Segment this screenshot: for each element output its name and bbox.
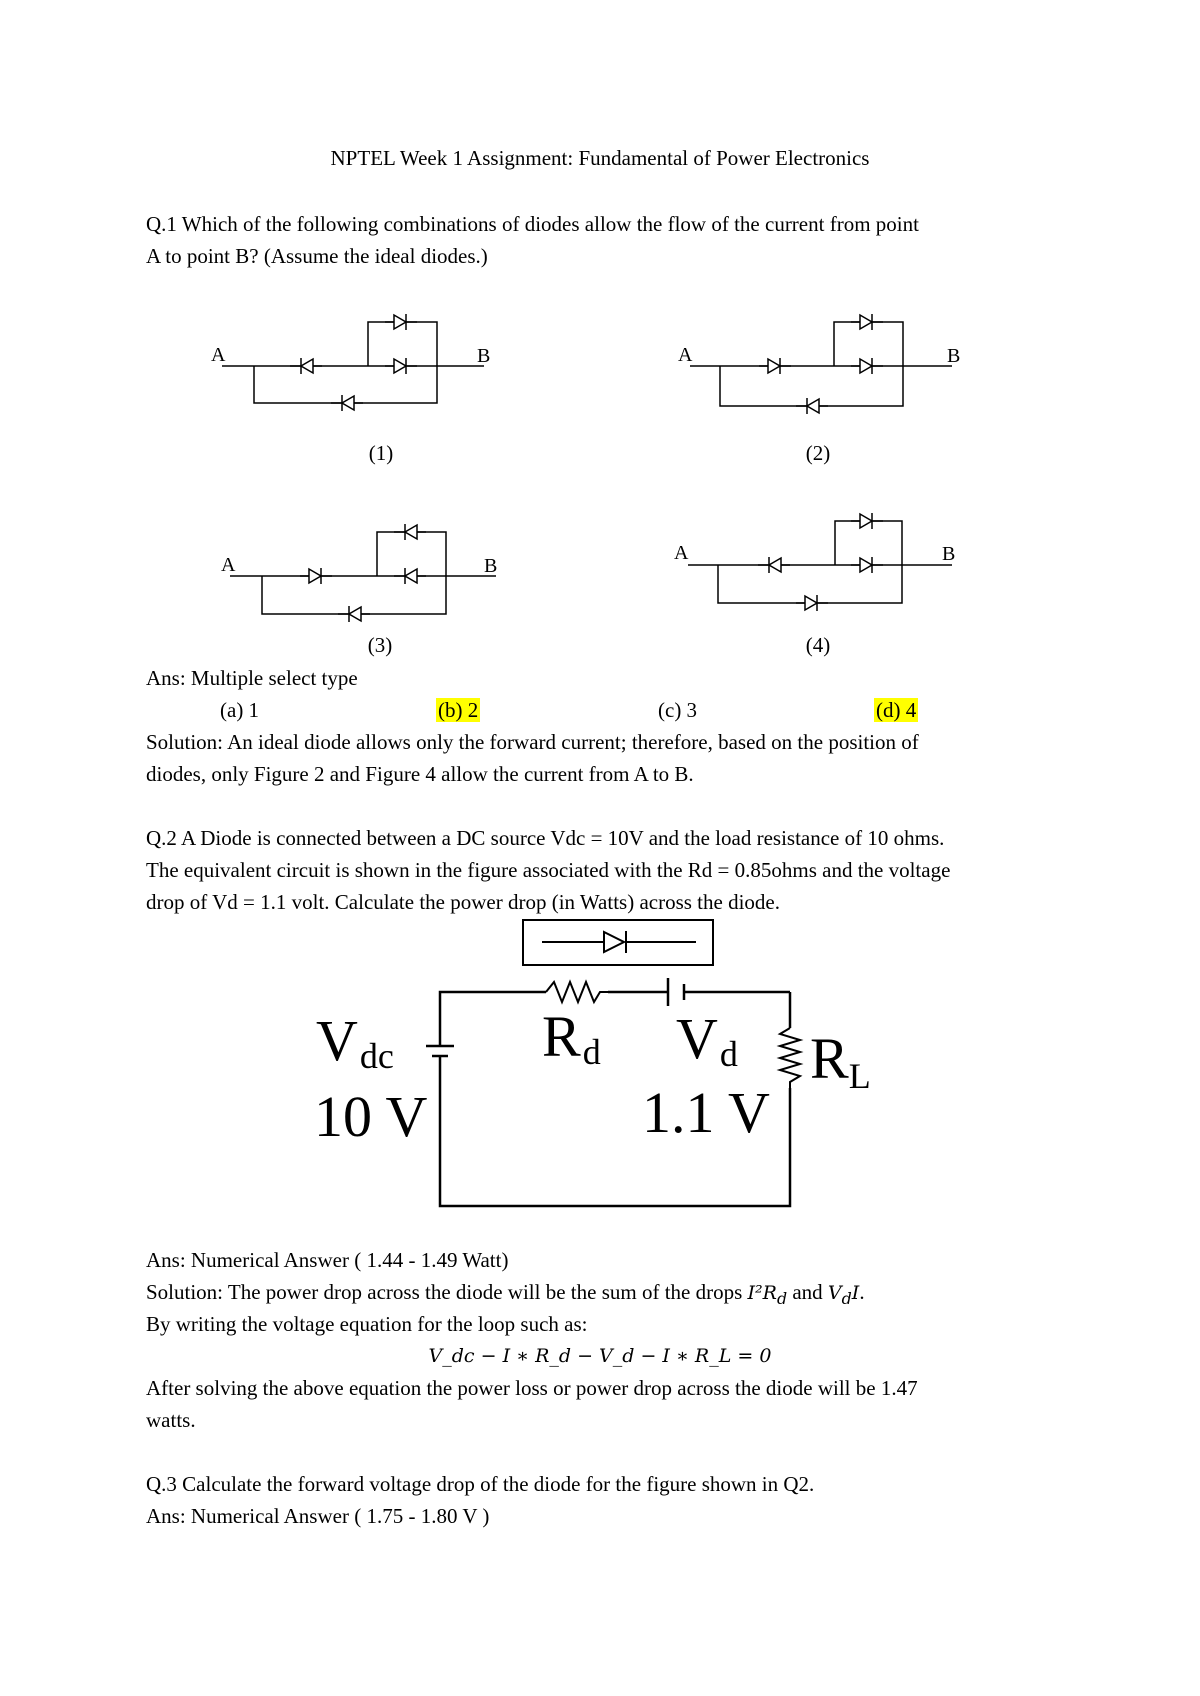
figure-3-terminal-b: B xyxy=(484,555,498,577)
rl-label: RL xyxy=(810,1026,871,1096)
q3-question: Q.3 Calculate the forward voltage drop of the diode for the figure shown in Q2. xyxy=(146,1472,815,1496)
figure-4-caption: (4) xyxy=(805,633,831,657)
vdc-value: 10 V xyxy=(314,1084,428,1149)
figure-2-caption: (2) xyxy=(805,441,831,465)
q2-solution-prefix: Solution: The power drop across the diode will be the sum of the drops xyxy=(146,1280,748,1304)
q1-option-c: (c) 3 xyxy=(658,698,698,722)
rd-label: Rd xyxy=(542,1004,601,1072)
figure-3-caption: (3) xyxy=(367,633,393,657)
q2-loop-text: By writing the voltage equation for the loop such as: xyxy=(146,1312,588,1336)
q2-term-i2rd: $I^2R_d$ xyxy=(747,1282,788,1308)
q3-answer: Ans: Numerical Answer ( 1.75 - 1.80 V ) xyxy=(146,1504,490,1528)
figure-3-terminal-a: A xyxy=(221,554,236,576)
q2-answer: Ans: Numerical Answer ( 1.44 - 1.49 Watt) xyxy=(146,1248,509,1272)
q1-question-line1: Q.1 Which of the following combinations of diodes allow the flow of the current from point xyxy=(146,212,919,236)
q2-question-line1: Q.2 A Diode is connected between a DC source Vdc = 10V and the load resistance of 10 ohms. xyxy=(146,826,945,850)
q2-question-line3: drop of Vd = 1.1 volt. Calculate the power drop (in Watts) across the diode. xyxy=(146,890,780,914)
q2-result-line1: After solving the above equation the power loss or power drop across the diode will be 1.47 xyxy=(146,1376,918,1400)
q2-solution-and: and xyxy=(787,1280,828,1304)
q1-question-line2: A to point B? (Assume the ideal diodes.) xyxy=(146,244,488,268)
vd-battery xyxy=(668,978,684,1006)
figure-2-terminal-a: A xyxy=(678,344,693,366)
figure-4-terminal-b: B xyxy=(942,543,956,565)
q2-term-vdi: $V_dI$ xyxy=(827,1282,860,1308)
vd-label: Vd xyxy=(676,1006,738,1074)
q2-result-line2: watts. xyxy=(146,1408,196,1432)
q2-loop-equation: V_dc − I ∗ R_d − V_d − I ∗ R_L = 0 xyxy=(428,1345,772,1367)
vdc-battery xyxy=(426,1034,454,1064)
rl-resistor xyxy=(780,1028,800,1088)
q1-solution-line2: diodes, only Figure 2 and Figure 4 allow the current from A to B. xyxy=(146,762,694,786)
q2-solution-line xyxy=(146,1282,865,1307)
q2-solution-end: . xyxy=(859,1280,865,1304)
q1-answer-label: Ans: Multiple select type xyxy=(146,666,358,690)
diode-symbol xyxy=(542,931,696,953)
q1-option-d-highlight: (d) 4 xyxy=(876,698,917,722)
vd-value: 1.1 V xyxy=(642,1080,770,1145)
q1-solution-line1: Solution: An ideal diode allows only the forward current; therefore, based on the position of xyxy=(146,730,919,754)
page-title: NPTEL Week 1 Assignment: Fundamental of Power Electronics xyxy=(330,146,870,170)
q2-question-line2: The equivalent circuit is shown in the figure associated with the Rd = 0.85ohms and the voltage xyxy=(146,858,951,882)
q1-option-b-highlight: (b) 2 xyxy=(438,698,479,722)
figure-1-terminal-b: B xyxy=(477,345,491,367)
figure-2-terminal-b: B xyxy=(947,345,961,367)
rd-resistor xyxy=(546,982,608,1002)
vdc-label: Vdc xyxy=(316,1008,394,1076)
figure-1-terminal-a: A xyxy=(211,344,226,366)
figure-4-terminal-a: A xyxy=(674,542,689,564)
q1-option-a: (a) 1 xyxy=(220,698,260,722)
figure-1-caption: (1) xyxy=(368,441,394,465)
